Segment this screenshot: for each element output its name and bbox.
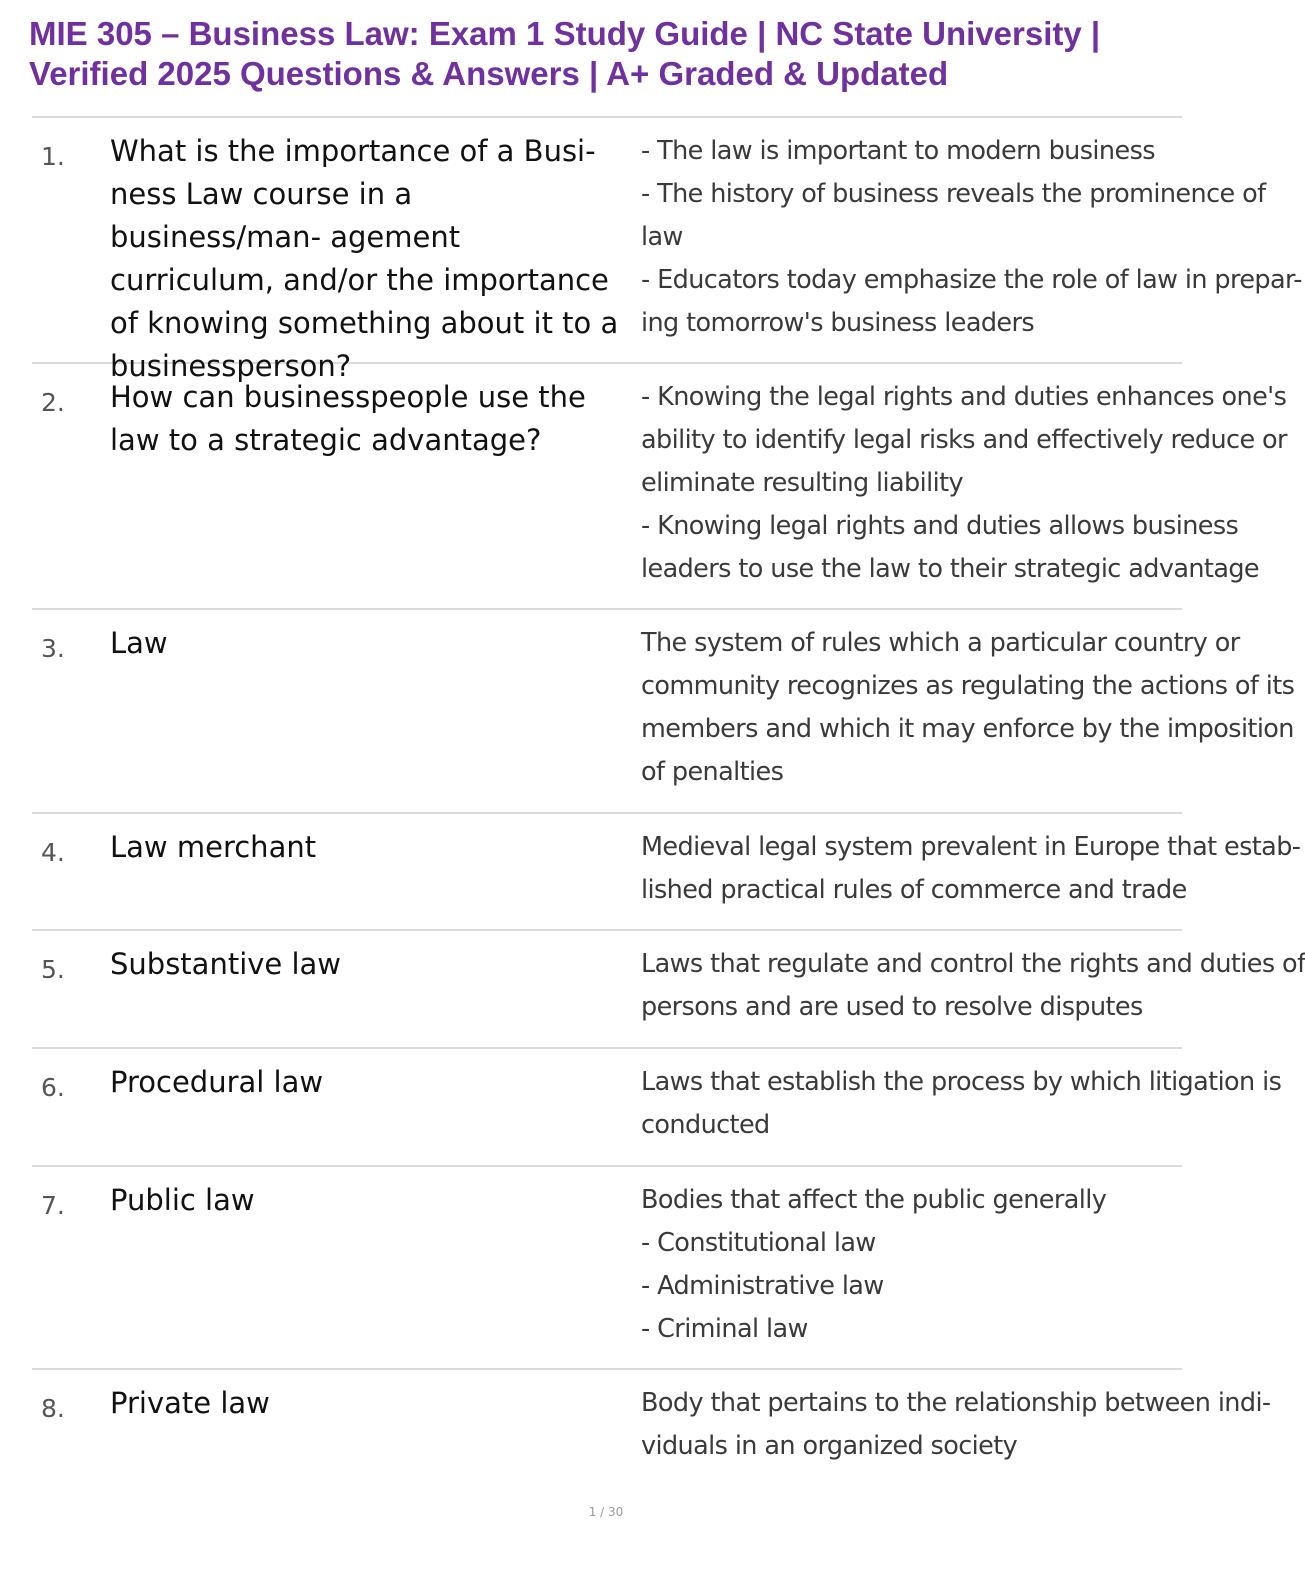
item-term: Private law [110,1386,270,1420]
item-definition [641,1382,1271,1468]
definition-line: - Knowing the legal rights and duties enhances one's [641,382,1287,412]
definition-line: ing tomorrow's business leaders [641,308,1035,338]
item-number: 2. [41,388,65,417]
item-number: 7. [41,1191,65,1220]
definition-line: Laws that regulate and control the rights and duties of [641,949,1305,979]
page-number: 1 / 30 [588,1505,624,1519]
definition-line: viduals in an organized society [641,1431,1018,1461]
definition-line: Medieval legal system prevalent in Europe that estab- [641,832,1301,862]
item-number: 3. [41,634,65,663]
item-definition [641,1061,1282,1147]
definition-line: law [641,222,683,252]
item-definition [641,130,1302,345]
qa-item [32,1167,1182,1370]
definition-line: - Educators today emphasize the role of law in prepar- [641,265,1302,295]
definition-line: Bodies that affect the public generally [641,1185,1107,1215]
item-number: 4. [41,838,65,867]
definition-line: eliminate resulting liability [641,468,963,498]
definition-line: members and which it may enforce by the imposition [641,714,1294,744]
definition-line: - Administrative law [641,1271,884,1301]
item-definition [641,943,1305,1029]
item-term: Law [110,626,168,660]
definition-line: ability to identify legal risks and effectively reduce or [641,425,1287,455]
item-definition [641,622,1295,794]
qa-item [32,364,1287,610]
item-number: 5. [41,955,65,984]
item-number: 8. [41,1394,65,1423]
qa-list [32,116,1305,1480]
item-definition [641,826,1301,912]
item-number: 6. [41,1073,65,1102]
item-term: Procedural law [110,1065,324,1099]
qa-item [32,814,1301,931]
item-term: Substantive law [110,947,342,981]
item-term: Law merchant [110,830,317,864]
definition-line: of penalties [641,757,784,787]
definition-line: - Criminal law [641,1314,808,1344]
qa-item [32,610,1295,814]
definition-line: - The history of business reveals the prominence of [641,179,1266,209]
definition-line: conducted [641,1110,770,1140]
item-number: 1. [41,142,65,171]
item-definition [641,1179,1173,1351]
definition-line: Laws that establish the process by which litigation is [641,1067,1282,1097]
item-term: What is the importance of a Busi- ness Law course in a business/man- agement curriculum, and/or the importance of knowing something about it to a businessperson? [110,134,619,383]
definition-line: - Knowing legal rights and duties allows business [641,511,1239,541]
definition-line: leaders to use the law to their strategic advantage [641,554,1260,584]
item-term: How can businesspeople use the law to a strategic advantage? [110,380,586,457]
definition-line: community recognizes as regulating the actions of its [641,671,1295,701]
item-term: Public law [110,1183,255,1217]
definition-line: - The law is important to modern business [641,136,1155,166]
qa-item [32,1370,1271,1480]
document-title: MIE 305 – Business Law: Exam 1 Study Guide | NC State University | Verified 2025 Questions & Answers | A+ Graded & Updated [29,15,1101,92]
definition-line: Body that pertains to the relationship between indi- [641,1388,1271,1418]
item-definition [641,376,1287,591]
definition-line: persons and are used to resolve disputes [641,992,1143,1022]
definition-line: The system of rules which a particular country or [641,628,1240,658]
qa-item [32,931,1305,1049]
definition-line: - Constitutional law [641,1228,876,1258]
definition-line: lished practical rules of commerce and trade [641,875,1187,905]
qa-item [32,1049,1282,1167]
qa-item [32,118,1302,383]
